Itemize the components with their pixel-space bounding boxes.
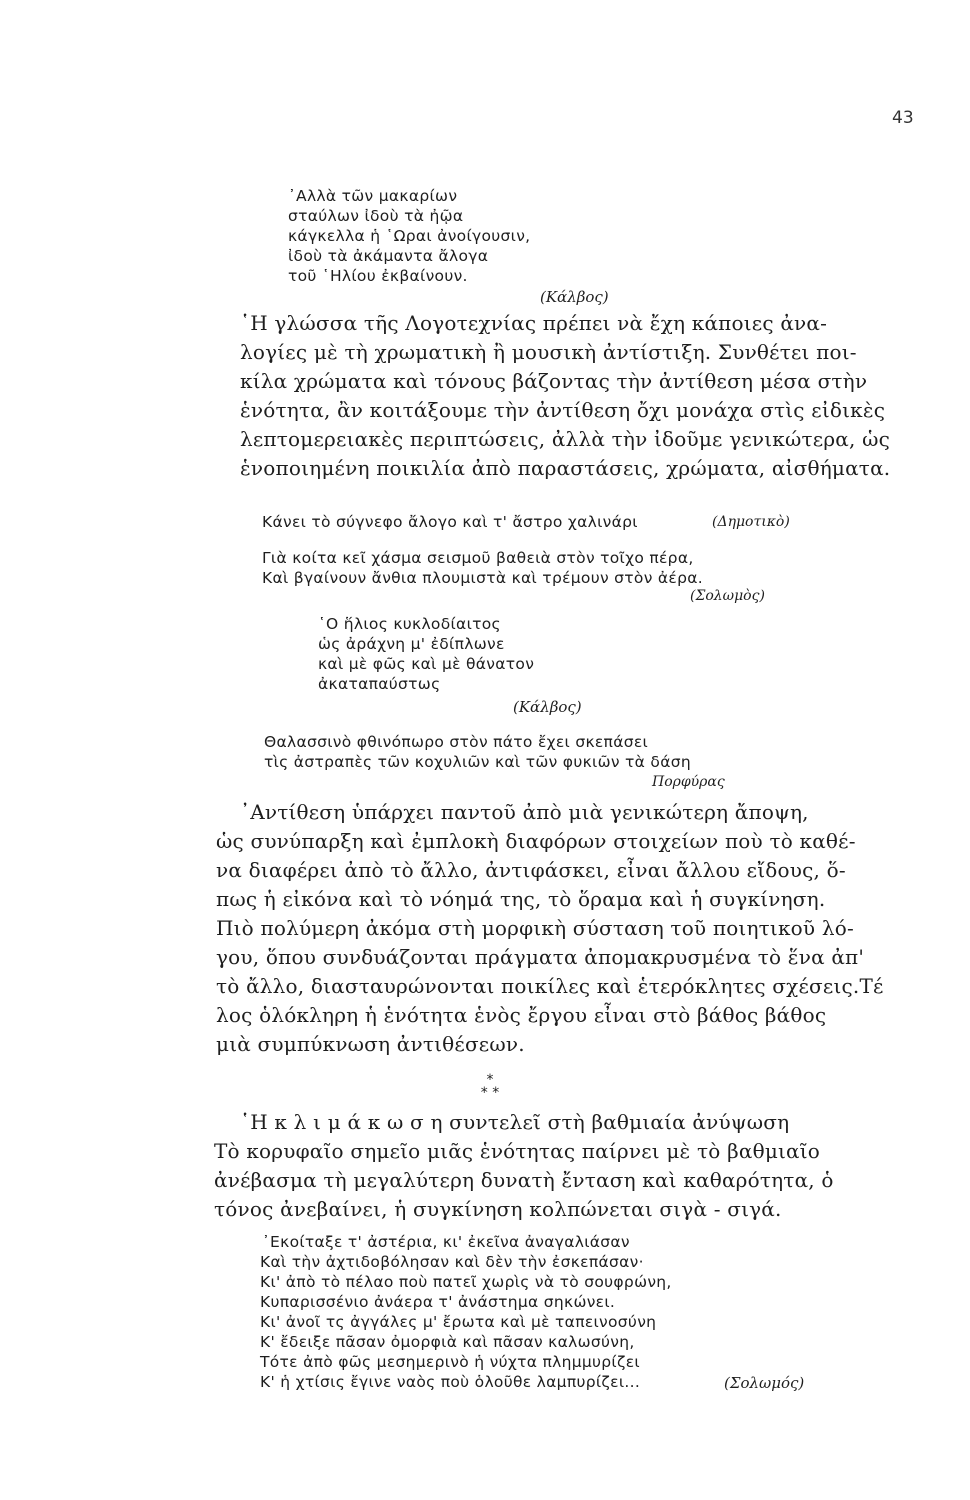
verse-line: ἀκαταπαύστως xyxy=(318,675,441,693)
text-line: Τὸ κορυφαῖο σημεῖο μιᾶς ἑνότητας παίρνει μὲ τὸ βαθμιαῖο xyxy=(214,1139,821,1163)
verse-line: Θαλασσινὸ φθινόπωρο στὸν πάτο ἔχει σκεπάσει xyxy=(264,733,649,751)
verse-line: ᾿Εκοίταξε τ' ἀστέρια, κι' ἐκεῖνα ἀναγαλιάσαν xyxy=(262,1233,630,1251)
text-line: ῾Η γλώσσα τῆς Λογοτεχνίας πρέπει νὰ ἔχη κάποιες ἀνα- xyxy=(240,311,828,335)
quote-dimotiko xyxy=(262,512,638,532)
verse-line: σταύλων ἰδοὺ τὰ ἠῷα xyxy=(288,207,464,225)
text-line: Πιὸ πολύμερη ἀκόμα στὴ μορφικὴ σύσταση τοῦ ποιητικοῦ λό- xyxy=(216,916,854,940)
paragraph-2 xyxy=(216,798,884,1059)
paragraph-1 xyxy=(240,309,890,483)
text-line: ἀνέβασμα τὴ μεγαλύτερη δυνατὴ ἔνταση καὶ καθαρότητα, ὁ xyxy=(214,1168,834,1192)
verse-line: τοῦ ῾Ηλίου ἐκβαίνουν. xyxy=(288,267,468,285)
verse-line: Κυπαρισσένιο ἀνάερα τ' ἀνάστημα σηκώνει. xyxy=(260,1293,616,1311)
verse-line: ῾Ο ἥλιος κυκλοδίαιτος xyxy=(318,615,501,633)
separator-stars: * * xyxy=(480,1085,500,1101)
text-line: ῾Η κ λ ι μ ά κ ω σ η συντελεῖ στὴ βαθμιαία ἀνύψωση xyxy=(240,1110,790,1134)
text-line: τόνος ἀνεβαίνει, ἡ συγκίνηση κολπώνεται σιγὰ - σιγά. xyxy=(214,1197,782,1221)
text-line: να διαφέρει ἀπὸ τὸ ἄλλο, ἀντιφάσκει, εἶναι ἄλλου εἴδους, ὅ- xyxy=(216,858,846,882)
attribution-kalvos-2: (Κάλβος) xyxy=(513,698,582,716)
verse-line: τὶς ἀστραπὲς τῶν κοχυλιῶν καὶ τῶν φυκιῶν τὰ δάση xyxy=(264,753,691,771)
verse-line: Καὶ βγαίνουν ἄνθια πλουμιστὰ καὶ τρέμουν στὸν ἀέρα. xyxy=(262,569,703,587)
text-line: λογίες μὲ τὴ χρωματικὴ ἢ μουσικὴ ἀντίστιξη. Συνθέτει ποι- xyxy=(240,340,857,364)
quote-solomos-1 xyxy=(262,548,703,588)
attribution-dimotiko: (Δημοτικὸ) xyxy=(712,514,790,530)
verse-line: Καὶ τὴν ἀχτιδοβόλησαν καὶ δὲν τὴν ἐσκεπάσαν· xyxy=(260,1253,644,1271)
text-line: ὡς συνύπαρξη καὶ ἐμπλοκὴ διαφόρων στοιχείων ποὺ τὸ καθέ- xyxy=(216,829,856,853)
attribution-solomos-2: (Σολωμός) xyxy=(724,1374,805,1392)
text-line: ἑνότητα, ἂν κοιτάξουμε τὴν ἀντίθεση ὄχι μονάχα στὶς εἰδικὲς xyxy=(240,398,886,422)
attribution-kalvos-1: (Κάλβος) xyxy=(540,288,609,306)
text-line: λεπτομερειακὲς περιπτώσεις, ἀλλὰ τὴν ἰδοῦμε γενικώτερα, ὡς xyxy=(240,427,891,451)
verse-line: ᾿Αλλὰ τῶν μακαρίων xyxy=(288,187,458,205)
verse-line: Κι' ἀπὸ τὸ πέλαο ποὺ πατεῖ χωρὶς νὰ τὸ σουφρώνη, xyxy=(260,1273,672,1291)
text-line: ἑνοποιημένη ποικιλία ἀπὸ παραστάσεις, χρώματα, αἰσθήματα. xyxy=(240,456,891,480)
text-line: τὸ ἄλλο, διασταυρώνονται ποικίλες καὶ ἑτερόκλητες σχέσεις.Τέ xyxy=(216,974,884,998)
separator-star: * xyxy=(486,1072,494,1088)
poem-kalvos-1 xyxy=(288,186,530,286)
verse-line: Κ' ἔδειξε πᾶσαν ὀμορφιὰ καὶ πᾶσαν καλωσύνη, xyxy=(260,1333,635,1351)
text-line: κίλα χρώματα καὶ τόνους βάζοντας τὴν ἀντίθεση μέσα στὴν xyxy=(240,369,868,393)
section-separator xyxy=(460,1074,520,1100)
text-line: λος ὁλόκληρη ἡ ἑνότητα ἑνὸς ἔργου εἶναι στὸ βάθος βάθος xyxy=(216,1003,827,1027)
verse-line: ἰδοὺ τὰ ἀκάμαντα ἄλογα xyxy=(288,247,489,265)
text-line: ᾿Αντίθεση ὑπάρχει παντοῦ ἀπὸ μιὰ γενικώτερη ἄποψη, xyxy=(240,800,809,824)
paragraph-3 xyxy=(214,1108,834,1224)
text-line: μιὰ συμπύκνωση ἀντιθέσεων. xyxy=(216,1032,525,1056)
verse-line: καὶ μὲ φῶς καὶ μὲ θάνατον xyxy=(318,655,535,673)
verse-line: Τότε ἀπὸ φῶς μεσημερινὸ ἡ νύχτα πλημμυρίζει xyxy=(260,1353,640,1371)
text-line: πως ἡ εἰκόνα καὶ τὸ νόημά της, τὸ ὅραμα καὶ ἡ συγκίνηση. xyxy=(216,887,826,911)
poem-kalvos-2 xyxy=(318,614,534,694)
attribution-solomos-1: (Σολωμὸς) xyxy=(690,588,765,604)
verse-line: Κάνει τὸ σύγνεφο ἄλογο καὶ τ' ἄστρο χαλινάρι xyxy=(262,513,638,531)
verse-line: Γιὰ κοίτα κεῖ χάσμα σεισμοῦ βαθειὰ στὸν τοῖχο πέρα, xyxy=(262,549,694,567)
verse-line: ὡς ἀράχνη μ' ἐδίπλωνε xyxy=(318,635,505,653)
poem-solomos-2 xyxy=(236,1232,672,1392)
attribution-porfyras: Πορφύρας xyxy=(652,774,725,790)
verse-line: κάγκελλα ἡ ῾Ωραι ἀνοίγουσιν, xyxy=(288,227,531,245)
verse-line: Κ' ἡ χτίσις ἔγινε ναὸς ποὺ ὁλοῦθε λαμπυρίζει... xyxy=(260,1373,641,1391)
quote-porfyras xyxy=(264,732,691,772)
text-line: γου, ὅπου συνδυάζονται πράγματα ἀπομακρυσμένα τὸ ἕνα ἀπ' xyxy=(216,945,865,969)
page-number: 43 xyxy=(892,108,914,128)
verse-line: Κι' ἀνοῖ τς ἀγγάλες μ' ἔρωτα καὶ μὲ ταπεινοσύνη xyxy=(260,1313,657,1331)
